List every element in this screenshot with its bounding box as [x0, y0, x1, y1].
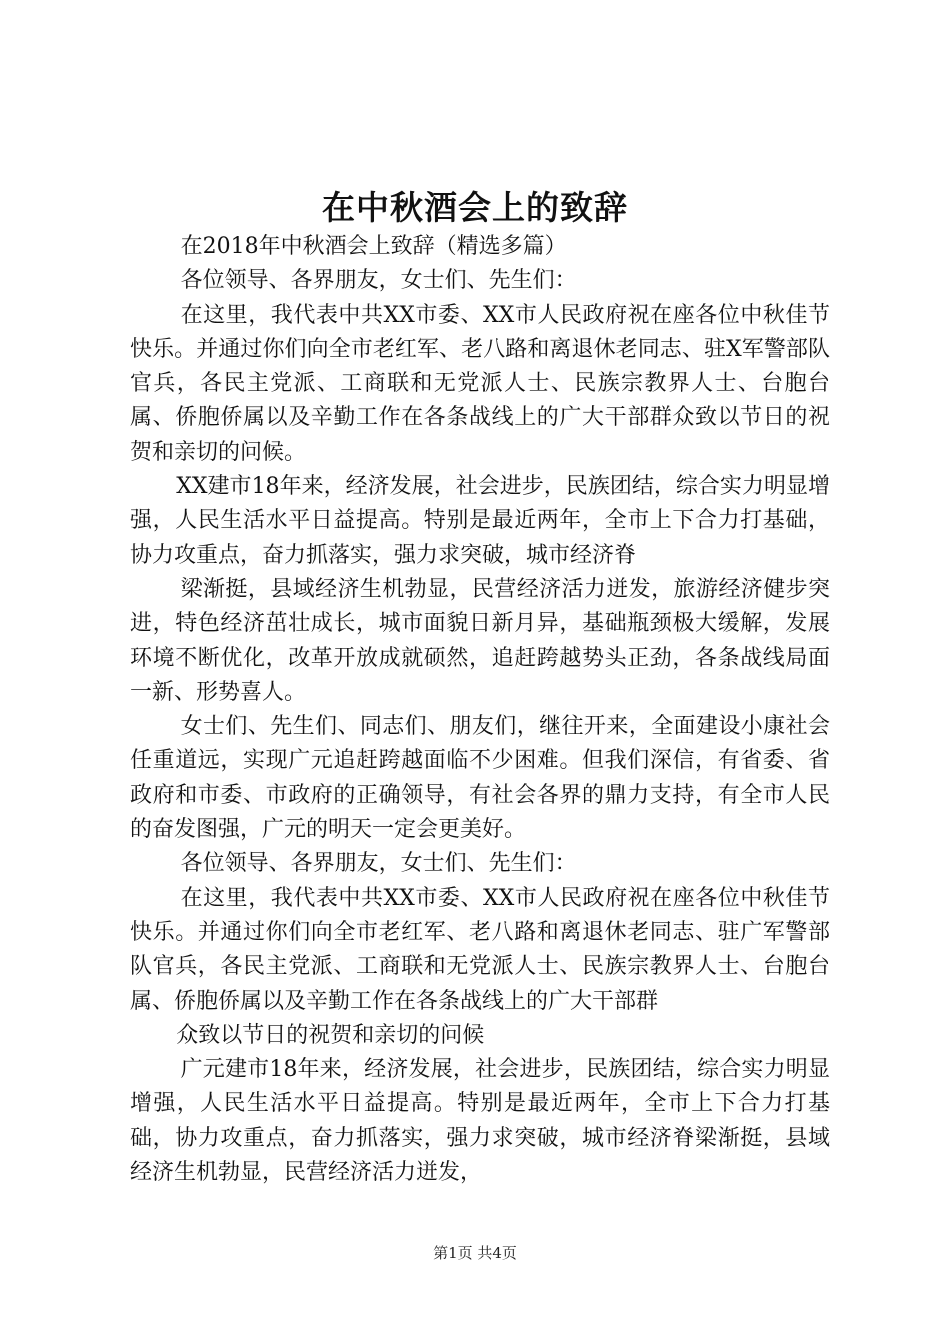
paragraph-salutation: 各位领导、各界朋友，女士们、先生们：	[180, 851, 577, 877]
paragraph: 梁渐挺，县域经济生机勃显，民营经济活力迸发，旅游经济健步突进，特色经济茁壮成长，城市面貌日新月异，基础瓶颈极大缓解，发展环境不断优化，改革开放成就硕然，追赶跨越势头正劲，各条战线局面一新、形势喜人。	[130, 576, 830, 705]
paragraph: 在这里，我代表中共XX市委、XX市人民政府祝在座各位中秋佳节快乐。并通过你们向全市老红军、老八路和离退休老同志、驻广军警部队官兵，各民主党派、工商联和无党派人士、民族宗教界人士、台胞台属、侨胞侨属以及辛勤工作在各条战线上的广大干部群	[130, 885, 830, 1014]
paragraph: 众致以节日的祝贺和亲切的问候	[176, 1022, 485, 1048]
document-title: 在中秋酒会上的致辞	[322, 188, 628, 227]
paragraph: 在这里，我代表中共XX市委、XX市人民政府祝在座各位中秋佳节快乐。并通过你们向全市老红军、老八路和离退休老同志、驻X军警部队官兵，各民主党派、工商联和无党派人士、民族宗教界人士、台胞台属、侨胞侨属以及辛勤工作在各条战线上的广大干部群众致以节日的祝贺和亲切的问候。	[130, 302, 830, 465]
page-number-footer: 第1页 共4页	[433, 1244, 517, 1262]
paragraph: 广元建市18年来，经济发展，社会进步，民族团结，综合实力明显增强，人民生活水平日益提高。特别是最近两年，全市上下合力打基础，协力攻重点，奋力抓落实，强力求突破，城市经济脊梁渐挺，县域经济生机勃显，民营经济活力迸发，	[130, 1057, 830, 1186]
paragraph-salutation: 各位领导、各界朋友，女士们、先生们：	[180, 268, 577, 294]
document-body	[130, 230, 830, 1190]
paragraph-heading: 在2018年中秋酒会上致辞（精选多篇）	[180, 234, 567, 259]
paragraph: 女士们、先生们、同志们、朋友们，继往开来，全面建设小康社会任重道远，实现广元追赶跨越面临不少困难。但我们深信，有省委、省政府和市委、市政府的正确领导，有社会各界的鼎力支持，有全市人民的奋发图强，广元的明天一定会更美好。	[130, 714, 830, 843]
paragraph: XX建市18年来，经济发展，社会进步，民族团结，综合实力明显增强，人民生活水平日益提高。特别是最近两年，全市上下合力打基础，协力攻重点，奋力抓落实，强力求突破，城市经济脊	[130, 474, 830, 568]
